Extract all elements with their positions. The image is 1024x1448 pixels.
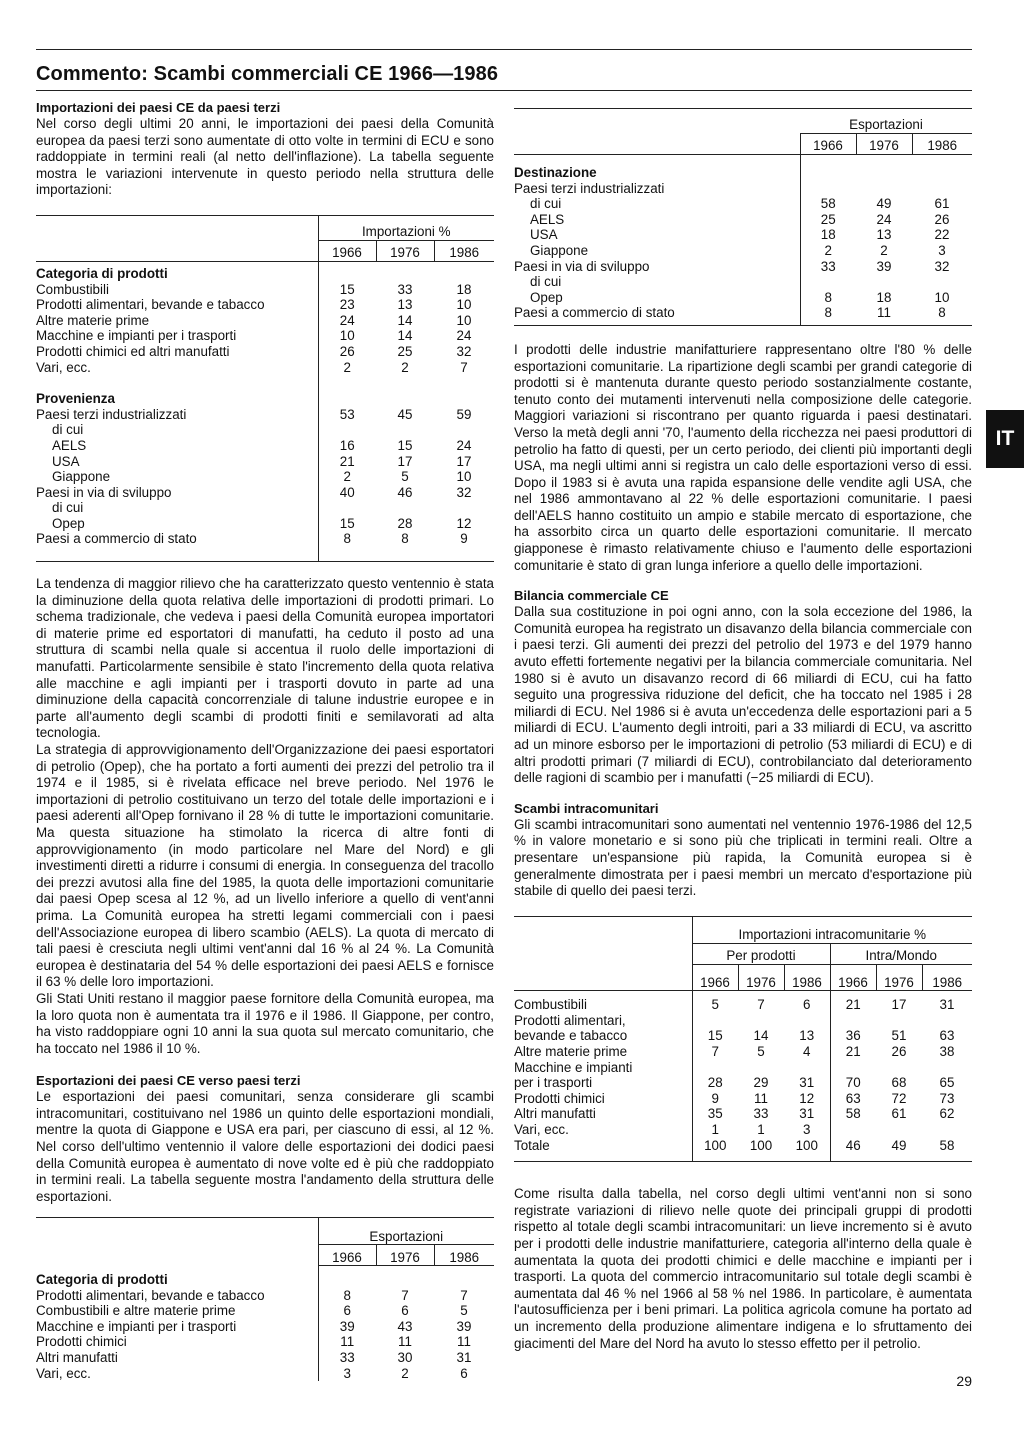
imports-heading: Importazioni dei paesi CE da paesi terzi: [36, 100, 281, 115]
table-cell: 7: [401, 1287, 409, 1303]
table-cell: 38: [939, 1044, 955, 1060]
table-cell: 2: [401, 359, 409, 375]
table-cell: 58: [830, 1106, 876, 1122]
table-cell: [922, 1122, 972, 1138]
page-title: Commento: Scambi commerciali CE 1966—1986: [36, 63, 499, 85]
row-label: Giappone: [530, 242, 589, 258]
table-cell: 21: [318, 454, 376, 470]
table-row: [514, 1044, 972, 1060]
table-cell: 7: [460, 359, 468, 375]
table-cell: 45: [397, 406, 413, 422]
table-cell: 62: [939, 1106, 955, 1122]
table-cell: 24: [456, 328, 472, 344]
table-row: [36, 313, 494, 329]
exports-text-p1: I prodotti delle industrie manifatturiere rappresentano oltre l'80 % delle esportazioni comunitarie. La ripartizione degli scambi per grandi categorie di prodotti si è mantenuta durante questo periodo sostanzialmente costante, tenuto conto dei mutamenti intervenuti nella composizione delle categorie. Maggiori variazioni si riscontrano per quanto riguarda i paesi destinatari. Verso la metà degli anni '70, l'aumento della ricchezza nei paesi produttori di petrolio ha fatto di questi, per un certo periodo, dei clienti più importanti degli USA, ma negli ultimi anni si registra un calo delle esportazioni verso di essi. Dopo il 1983 si è avuta una rapida espansione delle vendite agli USA, che nel 1986 ammontavano al 22 % delle esportazioni comunitarie. I paesi dell'AELS hanno costituito un ampio e stabile mercato di esportazione, che ha assorbito circa un quarto delle esportazioni comunitarie. Il mercato giapponese è rimasto relativamente chiuso e l'aumento delle esportazioni comunitarie è stato di gran lunga inferiore a quello delle importazioni.: [514, 341, 972, 573]
intra-table: [514, 916, 972, 1162]
row-label: Altri manufatti: [36, 1349, 118, 1365]
table-cell: 53: [318, 407, 376, 423]
row-label: Paesi a commercio di stato: [36, 531, 197, 547]
table-cell: 31: [456, 1349, 472, 1365]
right-column: [514, 100, 972, 1352]
table-cell: 7: [460, 1287, 468, 1303]
year-header: 1986: [784, 964, 830, 991]
balance-heading: Bilancia commerciale CE: [514, 588, 669, 604]
table-cell: 18: [876, 289, 892, 305]
year-header: 1966: [830, 964, 876, 991]
table-cell: 39: [318, 1319, 376, 1335]
intra-intro: Gli scambi intracomunitari sono aumentati nel ventennio 1976-1986 del 12,5 % in valore monetario e si sono più che triplicati in termini reali. Oltre a presentare un'espansione più rapida, la Comunità europea si è generalmente dimostrata per i paesi membri un mercato d'esportazione più stabile di quello dei paesi terzi.: [514, 816, 972, 899]
intra-heading: Scambi intracomunitari: [514, 800, 659, 816]
table-row: [36, 297, 494, 313]
table-cell: 5: [757, 1044, 765, 1060]
table-cell: 11: [754, 1090, 768, 1106]
table-row: [36, 1319, 494, 1335]
row-label: AELS: [52, 437, 87, 453]
row-label: Totale: [514, 1137, 550, 1153]
table-cell: 25: [397, 343, 413, 359]
intra-table-header: Importazioni intracomunitarie %: [692, 916, 972, 943]
row-label: Opep: [530, 289, 563, 305]
table-cell: [830, 1013, 876, 1029]
table-cell: 59: [456, 406, 472, 422]
table-cell: [434, 500, 494, 516]
year-header: 1966: [692, 964, 738, 991]
table-cell: 14: [397, 312, 413, 328]
table-cell: 72: [891, 1090, 907, 1106]
table-group-label: Categoria di prodotti: [36, 1271, 168, 1287]
table-cell: 23: [318, 297, 376, 313]
table-row: [514, 181, 972, 197]
table-cell: 4: [803, 1044, 811, 1060]
imports-intro: Nel corso degli ultimi 20 anni, le importazioni dei paesi della Comunità europea da paesi terzi sono aumentate di otto volte in termini di ECU e sono raddoppiate in termini reali (al netto dell'inflazione). La tabella seguente mostra le variazioni intervenute in questo periodo nella struttura delle importazioni:: [36, 116, 494, 198]
table-cell: 46: [397, 484, 413, 500]
exports-destination-table: [514, 108, 972, 326]
row-label: Prodotti alimentari, bevande e tabacco: [36, 1287, 265, 1303]
table-cell: [784, 1013, 830, 1029]
table-cell: 30: [397, 1349, 413, 1365]
table-cell: 11: [398, 1334, 412, 1350]
table-row: [36, 344, 494, 360]
table-row: [514, 1075, 972, 1091]
table-cell: 13: [876, 227, 892, 243]
table-cell: 33: [753, 1106, 769, 1122]
row-label: Vari, ecc.: [36, 359, 91, 375]
table-row: [36, 1366, 494, 1382]
table-cell: 58: [939, 1137, 955, 1153]
year-header: 1986: [434, 240, 494, 261]
imports-table: [36, 215, 494, 562]
table-cell: 10: [934, 289, 950, 305]
table-cell: [784, 1060, 830, 1076]
row-label: Prodotti chimici: [36, 1334, 127, 1350]
row-label: Paesi terzi industrializzati: [36, 406, 187, 422]
row-label: di cui: [530, 196, 562, 212]
balance-text: Dalla sua costituzione in poi ogni anno, con la sola eccezione del 1986, la Comunità europea ha registrato un disavanzo della bilancia commerciale con i paesi terzi. Gli aumenti dei prezzi del petrolio del 1973 e del 1979 hanno avuto effetti fortemente negativi per la bilancia commerciale comunitaria. Nel 1980 si è avuto un disavanzo record di 66 miliardi di ECU, cui ha fatto seguito una progressiva riduzione del deficit, che ha toccato nel 1985 i 28 miliardi di ECU. Nel 1986 si è avuta un'eccedenza delle esportazioni pari a 5 miliardi di ECU. L'aumento degli introiti, pari a 33 miliardi di ECU, va ascritto ad un minore esborso per le importazioni di petrolio (53 miliardi di ECU) e di altri prodotti primari (7 miliardi di ECU), controbilanciato dal deterioramento delle ragioni di scambio per i manufatti (−25 miliardi di ECU).: [514, 604, 972, 786]
table-row: [36, 407, 494, 423]
table-row: [514, 212, 972, 228]
table-cell: 8: [938, 305, 946, 321]
table-row: [36, 1303, 494, 1319]
table-cell: 26: [318, 344, 376, 360]
table-cell: 17: [456, 453, 472, 469]
table-row: [36, 438, 494, 454]
table-cell: 36: [830, 1028, 876, 1044]
table-cell: 26: [891, 1044, 907, 1060]
table-row: [36, 485, 494, 501]
table-group-label: Destinazione: [514, 165, 597, 180]
imports-text-p1: La tendenza di maggior rilievo che ha caratterizzato questo ventennio è stata la diminuzione della quota relativa delle importazioni di prodotti primari. Lo schema tradizionale, che vedeva i paesi della Comunità europea importatori di materie prime ed esportatori di manufatti, ha ceduto il posto ad una struttura di scambi nella quale si accentua il ruolo delle importazioni di manufatti. Particolarmente sensibile è stato l'incremento della quota relativa alle macchine e agli impianti per i trasporti dovuto in parte ad una diminuzione della capacità concorrenziale di talune industrie europee e in parte all'aumento degli scambi di prodotti finiti e semilavorati ad alta tecnologia.: [36, 576, 494, 741]
table-row: [36, 516, 494, 532]
exports-category-table: [36, 1217, 494, 1381]
table-cell: 63: [939, 1028, 955, 1044]
table-cell: 33: [318, 1350, 376, 1366]
table-cell: 33: [397, 281, 413, 297]
table-cell: 6: [803, 997, 811, 1013]
table-cell: 2: [318, 360, 376, 376]
table-row: [36, 282, 494, 298]
table-cell: 15: [692, 1028, 738, 1044]
table-cell: 6: [460, 1365, 468, 1381]
table-cell: 14: [397, 328, 413, 344]
page-title-bar: [36, 49, 972, 91]
table-row: [36, 469, 494, 485]
table-row: [514, 1122, 972, 1138]
row-label: Prodotti chimici ed altri manufatti: [36, 343, 230, 359]
table-cell: 3: [318, 1366, 376, 1382]
row-label: Vari, ecc.: [514, 1122, 569, 1137]
table-cell: 14: [753, 1028, 769, 1044]
imports-table-header: Importazioni %: [318, 215, 494, 240]
row-label: Macchine e impianti per i trasporti: [36, 1318, 237, 1334]
table-cell: 49: [891, 1137, 907, 1153]
table-cell: 32: [456, 343, 472, 359]
table-cell: 63: [830, 1091, 876, 1107]
row-label: Combustibili: [36, 281, 109, 297]
exports-category-rows: [36, 1288, 494, 1382]
table-row: [514, 259, 972, 275]
row-label: Vari, ecc.: [36, 1365, 91, 1381]
table-cell: [800, 181, 856, 197]
table-cell: 17: [891, 997, 907, 1013]
table-cell: [876, 1060, 922, 1076]
table-cell: 1: [692, 1122, 738, 1138]
table-cell: [876, 1013, 922, 1029]
table-row: [36, 1334, 494, 1350]
table-cell: 11: [877, 305, 891, 321]
table-cell: 9: [692, 1091, 738, 1107]
table-row: [514, 1106, 972, 1122]
table-row: [36, 531, 494, 547]
table-row: [36, 328, 494, 344]
row-label: di cui: [52, 500, 84, 516]
table-row: [514, 227, 972, 243]
table-cell: 35: [692, 1106, 738, 1122]
table-row: [514, 274, 972, 290]
row-label: Altri manufatti: [514, 1106, 596, 1122]
table-cell: [376, 422, 434, 438]
table-cell: 8: [318, 531, 376, 547]
table-cell: 8: [800, 305, 856, 321]
row-label: Altre materie prime: [36, 312, 150, 328]
table-cell: 43: [397, 1318, 413, 1334]
table-cell: [912, 181, 972, 197]
row-label: Prodotti alimentari,: [514, 1012, 626, 1028]
table-row: [514, 997, 972, 1013]
table-cell: 5: [460, 1303, 468, 1319]
year-header: 1986: [912, 134, 972, 155]
table-cell: 49: [876, 196, 892, 212]
table-cell: 6: [401, 1303, 409, 1319]
table-cell: 11: [318, 1334, 376, 1350]
row-label: Altre materie prime: [514, 1044, 628, 1060]
row-label: di cui: [52, 422, 84, 438]
table-cell: 26: [934, 211, 950, 227]
table-cell: 5: [692, 997, 738, 1013]
table-cell: 39: [876, 258, 892, 274]
table-row: [514, 1013, 972, 1029]
table-cell: 61: [934, 196, 950, 212]
table-cell: [318, 500, 376, 516]
table-cell: 16: [318, 438, 376, 454]
table-row: [36, 360, 494, 376]
year-header: 1976: [376, 1245, 434, 1266]
table-row: [36, 422, 494, 438]
table-cell: 9: [460, 531, 468, 547]
row-label: AELS: [530, 211, 565, 227]
year-header: 1966: [318, 240, 376, 261]
table-cell: [692, 1060, 738, 1076]
table-row: [514, 1138, 972, 1154]
table-group-label: Provenienza: [36, 391, 115, 407]
table-cell: 39: [456, 1318, 472, 1334]
table-cell: 32: [456, 484, 472, 500]
table-cell: 18: [800, 227, 856, 243]
table-cell: 1: [757, 1122, 765, 1137]
row-label: Paesi in via di sviluppo: [36, 484, 172, 500]
table-cell: 61: [891, 1106, 907, 1122]
table-cell: [922, 1013, 972, 1029]
exports-table-header: Esportazioni: [318, 1218, 494, 1245]
table-cell: 40: [318, 485, 376, 501]
table-cell: 11: [457, 1334, 471, 1350]
table-cell: 8: [800, 290, 856, 306]
left-column: [36, 100, 494, 1381]
table-cell: [876, 1122, 922, 1138]
table-cell: 12: [456, 515, 472, 531]
table-row: [514, 305, 972, 321]
table-cell: [434, 422, 494, 438]
table-cell: 6: [318, 1303, 376, 1319]
language-tab: IT: [986, 410, 1024, 468]
table-cell: 10: [456, 469, 472, 485]
table-cell: [738, 1060, 784, 1076]
table-cell: 10: [318, 328, 376, 344]
table-cell: 15: [397, 437, 413, 453]
table-cell: [318, 422, 376, 438]
table-cell: 100: [692, 1138, 738, 1154]
table-row: [514, 1060, 972, 1076]
year-header: 1986: [434, 1245, 494, 1266]
year-header: 1976: [738, 964, 784, 991]
table-cell: [376, 500, 434, 516]
table-cell: 31: [799, 1106, 815, 1122]
table-cell: 51: [891, 1028, 907, 1044]
row-label: Combustibili e altre materie prime: [36, 1303, 236, 1319]
table-cell: 28: [397, 515, 413, 531]
row-label: Paesi a commercio di stato: [514, 305, 675, 321]
table-cell: 13: [397, 297, 413, 313]
imports-category-rows: [36, 282, 494, 376]
table-cell: [922, 1060, 972, 1076]
row-label: Paesi terzi industrializzati: [514, 180, 665, 196]
table-cell: 13: [799, 1028, 815, 1044]
row-label: USA: [52, 453, 80, 469]
year-header: 1966: [318, 1245, 376, 1266]
table-cell: 73: [939, 1090, 955, 1106]
table-cell: [800, 274, 856, 290]
table-cell: 21: [830, 997, 876, 1013]
table-cell: 18: [456, 281, 472, 297]
table-cell: 2: [800, 243, 856, 259]
imports-text-p2: La strategia di approvvigionamento dell'Organizzazione dei paesi esportatori di petrolio (Opep), che ha portato a forti aumenti dei prezzi del petrolio tra il 1974 e il 1985, si è rivelata efficace nel breve periodo. Nel 1976 le importazioni di petrolio costituivano un terzo del totale delle importazioni e i paesi aderenti all'Opep fornivano il 28 % di tutte le importazioni comunitarie. Ma questa situazione ha stimolato la ricerca di altre fonti di approvvigionamento (in modo particolare nel Mare del Nord) e gli investimenti diretti a ridurre i consumi di energia. In conseguenza del tracollo dei prezzi avutosi alla fine del 1985, la quota delle importazioni comunitarie dai paesi Opep scesa al 12 %, ad un livello inferiore a quello di vent'anni prima. La Comunità europea ha stretti legami commerciali con i paesi dell'Associazione europea di libero scambio (AELS). La quota di mercato di tali paesi è cresciuta negli ultimi vent'anni dal 16 % al 24 %. La Comunità europea è destinataria del 54 % delle esportazioni dei paesi AELS e fornisce il 63 % delle loro importazioni.: [36, 742, 494, 990]
table-cell: 8: [401, 531, 409, 547]
table-row: [514, 1028, 972, 1044]
year-header: 1976: [376, 240, 434, 261]
table-cell: 10: [456, 297, 472, 313]
table-cell: 2: [401, 1365, 409, 1381]
table-cell: 65: [939, 1075, 955, 1091]
intra-text-p1: Come risulta dalla tabella, nel corso degli ultimi vent'anni non si sono registrate variazioni di rilievo nelle quote dei principali gruppi di prodotti rispetto al totale degli scambi intracomunitari: un lieve incremento si è avuto per i prodotti delle industrie manifatturiere, categoria all'interno della quale è aumentata la quota dei prodotti chimici e delle macchine e impianti per i trasporti. La quota del commercio intracomunitario sul totale degli scambi è aumentata dal 46 % nel 1966 al 58 % nel 1986. In particolare, è aumentata l'autosufficienza per i beni primari. La politica agricola comune ha portato ad un incremento della produzione alimentare indigena e lo sfruttamento dei giacimenti del Mare del Nord ha avuto lo stesso effetto per il petrolio.: [514, 1186, 972, 1351]
table-row: [514, 1091, 972, 1107]
table-cell: 70: [830, 1075, 876, 1091]
row-label: per i trasporti: [514, 1075, 593, 1091]
table-cell: [830, 1122, 876, 1138]
table-cell: [912, 274, 972, 290]
row-label: Opep: [52, 515, 85, 531]
table-cell: [856, 274, 912, 290]
row-label: Paesi in via di sviluppo: [514, 258, 650, 274]
table-cell: 3: [803, 1122, 811, 1137]
exports-table-header: Esportazioni: [800, 109, 972, 134]
table-cell: 7: [757, 997, 765, 1013]
imports-text-p3: Gli Stati Uniti restano il maggior paese fornitore della Comunità europea, ma la loro quota non è aumentata tra il 1976 e il 1986. Il Giappone, per contro, ha visto raddoppiare ogni 10 anni la sua quota sul mercato comunitario, che ha toccato nel 1986 il 10 %.: [36, 990, 494, 1056]
table-cell: 3: [938, 242, 946, 258]
table-row: [36, 1288, 494, 1304]
page-number: 29: [956, 1373, 972, 1389]
year-header: 1976: [856, 134, 912, 155]
table-cell: 29: [753, 1075, 769, 1091]
year-header: 1986: [922, 964, 972, 991]
intra-rows: [514, 997, 972, 1153]
table-cell: 12: [799, 1090, 815, 1106]
table-cell: 22: [934, 227, 950, 243]
table-cell: 24: [318, 313, 376, 329]
table-cell: 25: [800, 212, 856, 228]
table-row: [514, 196, 972, 212]
row-label: Prodotti alimentari, bevande e tabacco: [36, 297, 265, 313]
table-cell: 15: [318, 282, 376, 298]
table-cell: [692, 1013, 738, 1029]
table-cell: 7: [692, 1044, 738, 1060]
table-cell: 8: [318, 1288, 376, 1304]
table-cell: 5: [401, 469, 409, 485]
table-row: [514, 290, 972, 306]
table-cell: 2: [880, 242, 888, 258]
year-header: 1976: [876, 964, 922, 991]
intra-subheader-products: Per prodotti: [692, 943, 830, 964]
table-cell: 15: [318, 516, 376, 532]
table-cell: 31: [799, 1075, 815, 1091]
table-cell: 100: [795, 1137, 818, 1153]
row-label: bevande e tabacco: [514, 1028, 628, 1044]
imports-origin-rows: [36, 407, 494, 547]
row-label: Macchine e impianti per i trasporti: [36, 328, 237, 344]
table-cell: 28: [692, 1075, 738, 1091]
table-cell: 33: [800, 259, 856, 275]
table-cell: 17: [397, 453, 413, 469]
table-cell: 58: [800, 196, 856, 212]
table-cell: [856, 181, 912, 197]
table-row: [36, 454, 494, 470]
exports-intro: Le esportazioni dei paesi comunitari, senza considerare gli scambi intracomunitari, costituivano nel 1986 un quinto delle esportazioni mondiali, mentre la quota di Giappone e USA era pari, per ciascuno di essi, al 12 %. Nel corso dell'ultimo ventennio il valore delle esportazioni dei dodici paesi della Comunità europea è aumentato di nove volte ed è più che raddoppiato in termini reali. La tabella seguente mostra l'andamento della struttura delle esportazioni.: [36, 1089, 494, 1204]
table-group-label: Categoria di prodotti: [36, 265, 168, 281]
row-label: di cui: [530, 274, 562, 290]
table-cell: 68: [891, 1075, 907, 1091]
row-label: Prodotti chimici: [514, 1090, 605, 1106]
table-cell: 46: [830, 1138, 876, 1154]
row-label: Macchine e impianti: [514, 1059, 633, 1075]
table-cell: 10: [456, 312, 472, 328]
row-label: USA: [530, 227, 558, 243]
exports-heading: Esportazioni dei paesi CE verso paesi terzi: [36, 1073, 301, 1089]
year-header: 1966: [800, 134, 856, 155]
table-row: [36, 1350, 494, 1366]
table-cell: [830, 1060, 876, 1076]
table-cell: 31: [939, 997, 955, 1013]
row-label: Combustibili: [514, 997, 587, 1013]
intra-subheader-world: Intra/Mondo: [830, 943, 972, 964]
table-cell: 32: [934, 258, 950, 274]
table-cell: 21: [830, 1044, 876, 1060]
table-row: [36, 500, 494, 516]
row-label: Giappone: [52, 469, 111, 485]
table-cell: 2: [318, 469, 376, 485]
table-cell: 100: [749, 1137, 773, 1153]
table-row: [514, 243, 972, 259]
table-cell: 24: [456, 437, 472, 453]
exports-destination-rows: [514, 181, 972, 321]
table-cell: [738, 1013, 784, 1029]
table-cell: 24: [876, 211, 892, 227]
